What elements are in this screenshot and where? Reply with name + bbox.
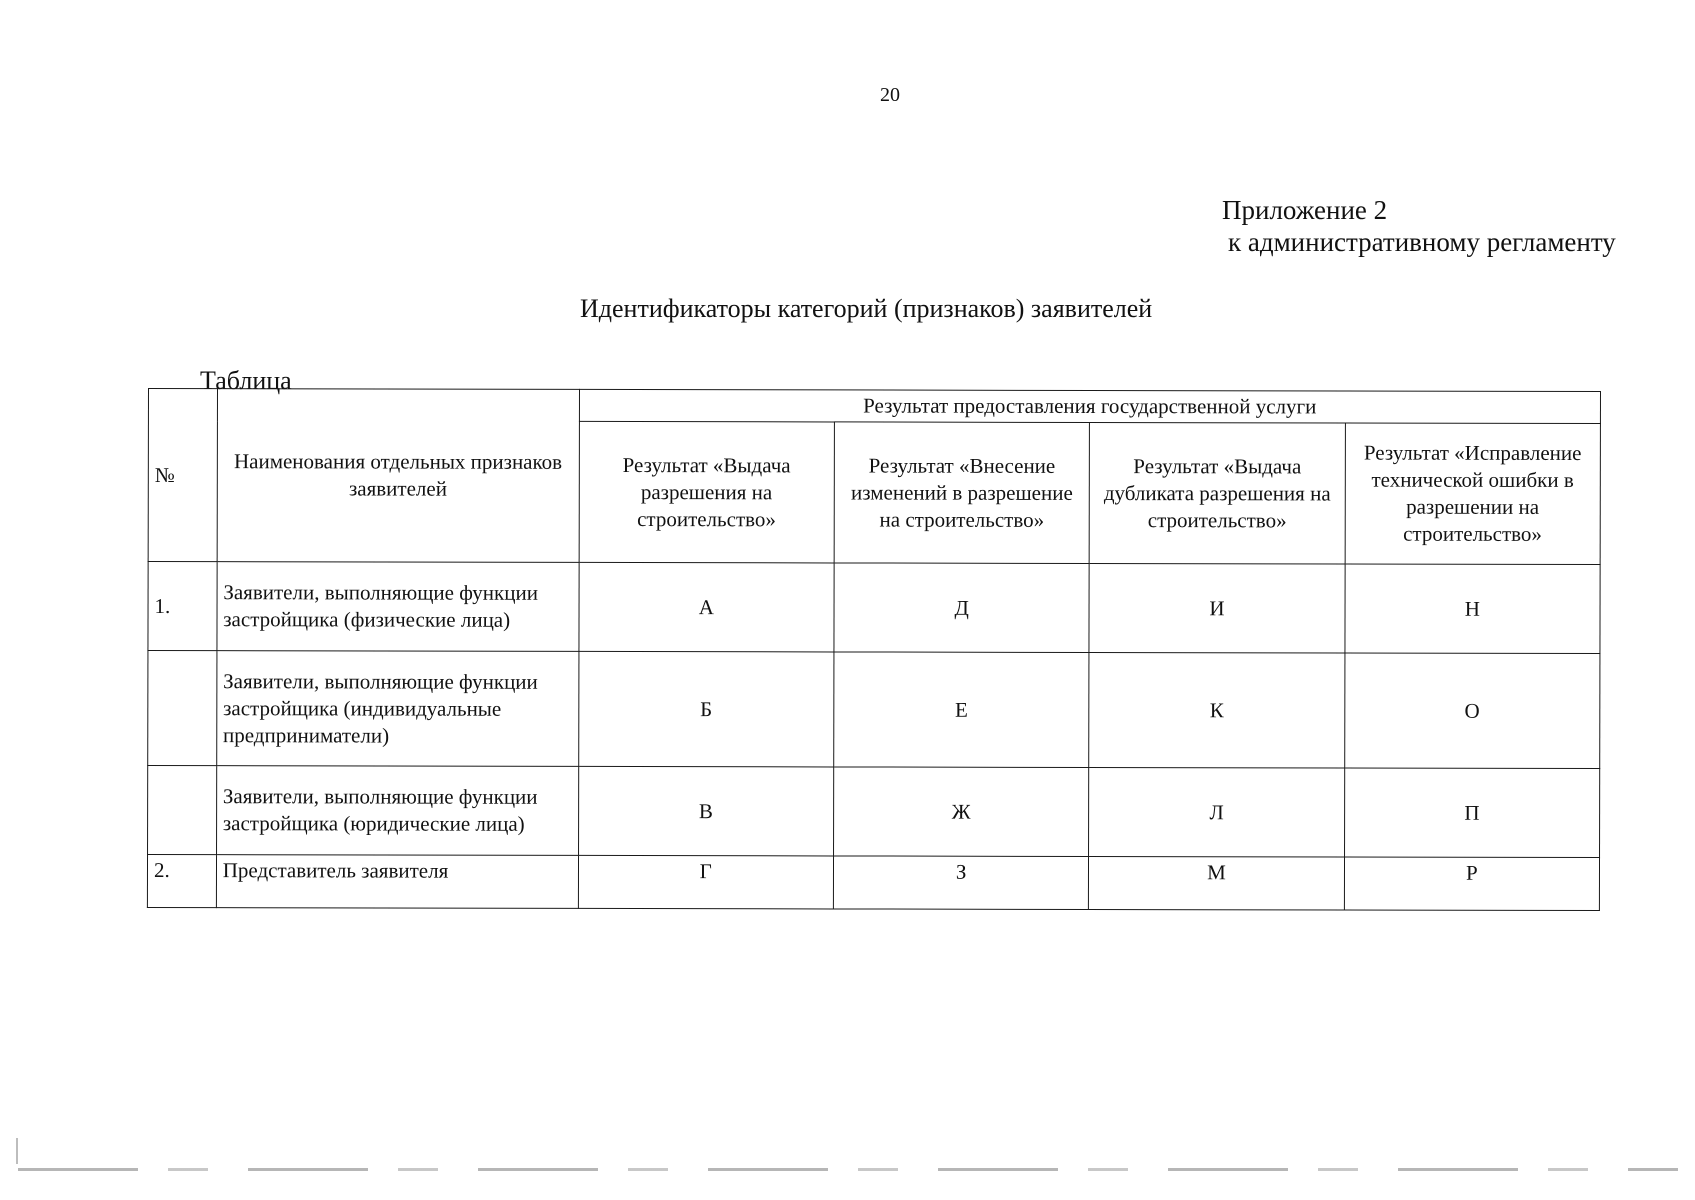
identifiers-table bbox=[147, 388, 1601, 911]
row-code: Л bbox=[1089, 767, 1345, 857]
row-applicant-name: Заявители, выполняющие функции застройщика (индивидуальные предприниматели) bbox=[216, 651, 578, 767]
row-code: З bbox=[833, 856, 1088, 910]
header-service-result-group: Результат предоставления государственной услуги bbox=[579, 389, 1600, 423]
appendix-line-2: к административному регламенту bbox=[1228, 227, 1616, 257]
row-number bbox=[148, 766, 217, 855]
appendix-line-1: Приложение 2 bbox=[1222, 195, 1388, 225]
header-result-fix-error: Результат «Исправление технической ошибки в разрешении на строительство» bbox=[1345, 423, 1601, 565]
row-number: 2. bbox=[147, 855, 216, 908]
header-number: № bbox=[148, 389, 217, 562]
row-number bbox=[148, 651, 217, 766]
header-applicant-attributes: Наименования отдельных признаков заявителей bbox=[217, 389, 579, 563]
table-row bbox=[148, 766, 1600, 858]
row-applicant-name: Представитель заявителя bbox=[216, 855, 578, 909]
page-number: 20 bbox=[880, 84, 900, 106]
table-row bbox=[147, 855, 1599, 911]
row-applicant-name: Заявители, выполняющие функции застройщика (юридические лица) bbox=[216, 766, 578, 856]
row-code: Р bbox=[1344, 857, 1599, 911]
row-code: К bbox=[1089, 652, 1345, 768]
row-code: Ж bbox=[833, 767, 1089, 857]
header-result-issue-permit: Результат «Выдача разрешения на строительство» bbox=[579, 421, 835, 563]
row-code: Г bbox=[578, 855, 833, 909]
row-number: 1. bbox=[148, 562, 217, 651]
header-row-1 bbox=[148, 389, 1600, 424]
table-row bbox=[148, 562, 1600, 654]
table-caption: Таблица bbox=[200, 366, 292, 395]
row-code: И bbox=[1089, 563, 1345, 653]
header-result-amend-permit: Результат «Внесение изменений в разрешение на строительство» bbox=[834, 422, 1090, 564]
row-code: Д bbox=[834, 563, 1090, 653]
appendix-note bbox=[1222, 194, 1616, 258]
row-code: П bbox=[1344, 768, 1600, 858]
row-code: Б bbox=[578, 651, 834, 767]
row-code: В bbox=[578, 766, 834, 856]
table-row bbox=[148, 651, 1600, 769]
row-code: Н bbox=[1345, 564, 1601, 654]
document-title: Идентификаторы категорий (признаков) заявителей bbox=[580, 294, 1153, 323]
row-applicant-name: Заявители, выполняющие функции застройщика (физические лица) bbox=[217, 562, 579, 652]
row-code: О bbox=[1344, 653, 1600, 769]
row-code: А bbox=[579, 562, 835, 652]
header-result-duplicate-permit: Результат «Выдача дубликата разрешения на строительство» bbox=[1089, 422, 1345, 564]
scan-footer-artifact bbox=[18, 1168, 1678, 1171]
row-code: М bbox=[1089, 856, 1344, 910]
scan-margin-mark bbox=[16, 1138, 18, 1164]
row-code: Е bbox=[834, 652, 1090, 768]
